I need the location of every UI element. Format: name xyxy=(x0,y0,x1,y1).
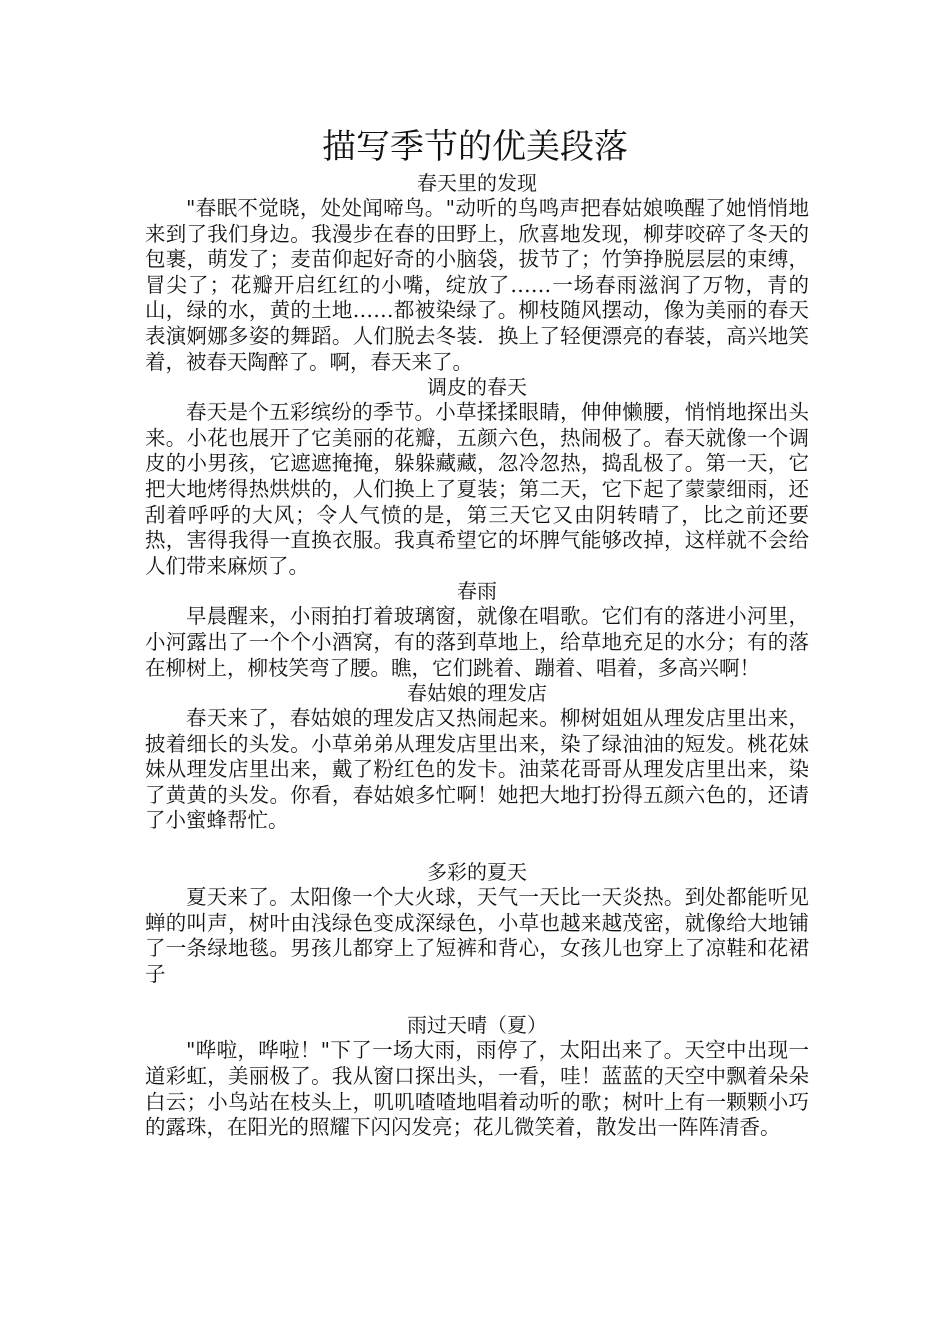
section-heading: 调皮的春天 xyxy=(427,375,527,400)
section-paragraph: 春天是个五彩缤纷的季节。小草揉揉眼睛，伸伸懒腰，悄悄地探出头来。小花也展开了它美丽的花瓣，五颜六色，热闹极了。春天就像一个调皮的小男孩，它遮遮掩掩，躲躲藏藏，忽冷忽热，捣乱极了。第一天，它把大地烤得热烘烘的，人们换上了夏装；第二天，它下起了蒙蒙细雨，还刮着呼呼的大风；令人气愤的是，第三天它又由阴转晴了，比之前还要热，害得我得一直换衣服。我真希望它的坏脾气能够改掉，这样就不会给人们带来麻烦了。 xyxy=(145,400,809,578)
section-heading: 雨过天晴（夏） xyxy=(407,1013,547,1038)
section-paragraph: 早晨醒来，小雨拍打着玻璃窗，就像在唱歌。它们有的落进小河里，小河露出了一个个小酒窝，有的落到草地上，给草地充足的水分；有的落在柳树上，柳枝笑弯了腰。瞧，它们跳着、蹦着、唱着，多高兴啊！ xyxy=(145,604,809,680)
section-paragraph: 夏天来了。太阳像一个大火球，天气一天比一天炎热。到处都能听见蝉的叫声，树叶由浅绿色变成深绿色，小草也越来越茂密，就像给大地铺了一条绿地毯。男孩儿都穿上了短裤和背心，女孩儿也穿上了凉鞋和花裙子 xyxy=(145,885,809,986)
document-body xyxy=(145,171,809,1141)
section-spacer xyxy=(145,987,809,1013)
section-heading: 多彩的夏天 xyxy=(427,860,527,885)
section-spacer xyxy=(145,834,809,860)
section-heading: 春雨 xyxy=(457,579,497,604)
section-paragraph: "春眠不觉晓，处处闻啼鸟。"动听的鸟鸣声把春姑娘唤醒了她悄悄地来到了我们身边。我漫步在春的田野上，欣喜地发现，柳芽咬碎了冬天的包裹，萌发了；麦苗仰起好奇的小脑袋，拔节了；竹笋挣脱层层的束缚，冒尖了；花瓣开启红红的小嘴，绽放了……一场春雨滋润了万物，青的山，绿的水，黄的土地……都被染绿了。柳枝随风摆动，像为美丽的春天表演婀娜多姿的舞蹈。人们脱去冬装．换上了轻便漂亮的春装，高兴地笑着，被春天陶醉了。啊，春天来了。 xyxy=(145,196,809,374)
section-paragraph: 春天来了，春姑娘的理发店又热闹起来。柳树姐姐从理发店里出来，披着细长的头发。小草弟弟从理发店里出来，染了绿油油的短发。桃花妹妹从理发店里出来，戴了粉红色的发卡。油菜花哥哥从理发店里出来，染了黄黄的头发。你看，春姑娘多忙啊！她把大地打扮得五颜六色的，还请了小蜜蜂帮忙。 xyxy=(145,706,809,833)
section-paragraph: "哗啦，哗啦！"下了一场大雨，雨停了，太阳出来了。天空中出现一道彩虹，美丽极了。我从窗口探出头，一看，哇！蓝蓝的天空中飘着朵朵白云；小鸟站在枝头上，叽叽喳喳地唱着动听的歌；树叶上有一颗颗小巧的露珠，在阳光的照耀下闪闪发亮；花儿微笑着，散发出一阵阵清香。 xyxy=(145,1038,809,1140)
page-title: 描写季节的优美段落 xyxy=(322,127,628,167)
section-heading: 春天里的发现 xyxy=(417,171,537,195)
section-heading: 春姑娘的理发店 xyxy=(407,681,547,706)
